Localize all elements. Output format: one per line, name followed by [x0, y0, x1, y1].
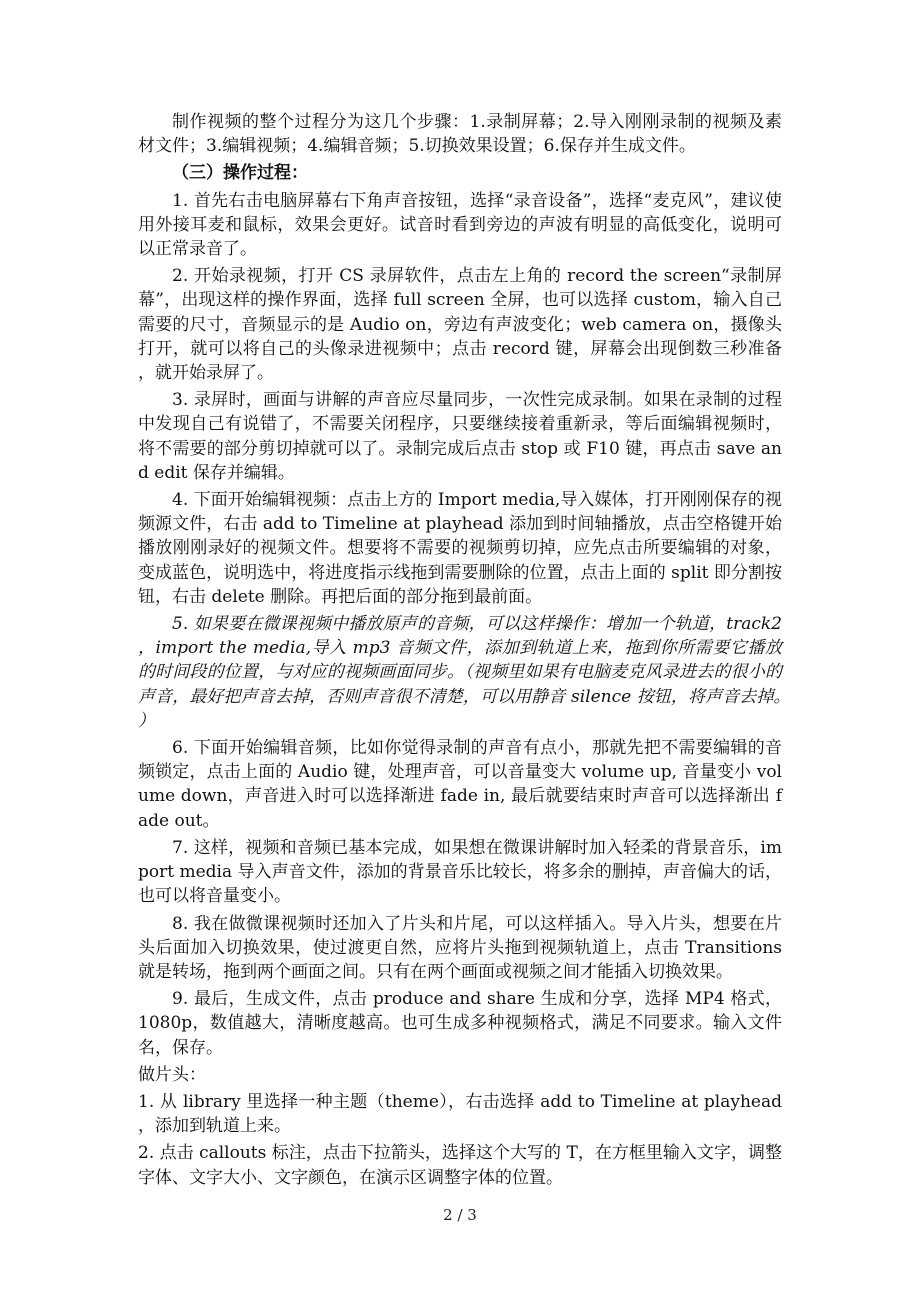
title-sequence-heading: 做片头： [138, 1064, 206, 1085]
intro-paragraph: 制作视频的整个过程分为这几个步骤：1.录制屏幕；2.导入刚刚录制的视频及素材文件；3.编辑视频；4.编辑音频；5.切换效果设置；6.保存并生成文件。 [138, 112, 782, 157]
step-8-paragraph: 8. 我在做微课视频时还加入了片头和片尾，可以这样插入。导入片头，想要在片头后面加入切换效果，使过渡更自然，应将片头拖到视频轨道上，点击 Transitions 就是转场，拖到两个画面之间。只有在两个画面或视频之间才能插入切换效果。 [138, 913, 782, 982]
step-5-paragraph: 5. 如果要在微课视频中播放原声的音频，可以这样操作：增加一个轨道，track2，import the media,导入 mp3 音频文件，添加到轨道上来，拖到你所需要它播放的时间段的位置，与对应的视频画面同步。（视频里如果有电脑麦克风录进去的很小的声音，最好把声音去掉，否则声音很不清楚，可以用静音 silence 按钮，将声音去掉。） [138, 614, 782, 731]
step-2-paragraph: 2. 开始录视频，打开 CS 录屏软件，点击左上角的 record the screen“录制屏幕”，出现这样的操作界面，选择 full screen 全屏，也可以选择 custom，输入自己需要的尺寸，音频显示的是 Audio on，旁边有声波变化；web camera on，摄像头打开，就可以将自己的头像录进视频中；点击 record 键，屏幕会出现倒数三秒准备，就开始录屏了。 [138, 266, 782, 384]
step-4-paragraph: 4. 下面开始编辑视频：点击上方的 Import media,导入媒体，打开刚刚保存的视频源文件，右击 add to Timeline at playhead 添加到时间轴播放，点击空格键开始播放刚刚录好的视频文件。想要将不需要的视频剪切掉，应先点击所要编辑的对象，变成蓝色，说明选中，将进度指示线拖到需要删除的位置，点击上面的 split 即分割按钮，右击 delete 删除。再把后面的部分拖到最前面。 [138, 490, 782, 607]
step-1-paragraph: 1. 首先右击电脑屏幕右下角声音按钮，选择“录音设备”，选择“麦克风”，建议使用外接耳麦和鼠标，效果会更好。试音时看到旁边的声波有明显的高低变化，说明可以正常录音了。 [138, 190, 782, 260]
title-step-2-paragraph: 2. 点击 callouts 标注，点击下拉箭头，选择这个大写的 T，在方框里输入文字，调整字体、文字大小、文字颜色，在演示区调整字体的位置。 [138, 1143, 782, 1188]
page-number: 2 / 3 [443, 1206, 477, 1224]
title-step-1-paragraph: 1. 从 library 里选择一种主题（theme），右击选择 add to Timeline at playhead，添加到轨道上来。 [138, 1091, 782, 1137]
document-body [138, 110, 782, 1193]
step-6-paragraph: 6. 下面开始编辑音频，比如你觉得录制的声音有点小，那就先把不需要编辑的音频锁定，点击上面的 Audio 键，处理声音，可以音量变大 volume up, 音量变小 volume down，声音进入时可以选择渐进 fade in, 最后就要结束时声音可以选择渐出 fade out。 [138, 738, 782, 831]
step-7-paragraph: 7. 这样，视频和音频已基本完成，如果想在微课讲解时加入轻柔的背景音乐，import media 导入声音文件，添加的背景音乐比较长，将多余的删掉，声音偏大的话，也可以将音量变小。 [138, 837, 782, 907]
step-9-paragraph: 9. 最后，生成文件，点击 produce and share 生成和分享，选择 MP4 格式，1080p，数值越大，清晰度越高。也可生成多种视频格式，满足不同要求。输入文件名，保存。 [138, 989, 782, 1058]
step-3-paragraph: 3. 录屏时，画面与讲解的声音应尽量同步，一次性完成录制。如果在录制的过程中发现自己有说错了，不需要关闭程序，只要继续接着重新录，等后面编辑视频时，将不需要的部分剪切掉就可以了。录制完成后点击 stop 或 F10 键，再点击 save and edit 保存并编辑。 [138, 390, 782, 483]
section-heading: （三）操作过程： [172, 163, 308, 184]
